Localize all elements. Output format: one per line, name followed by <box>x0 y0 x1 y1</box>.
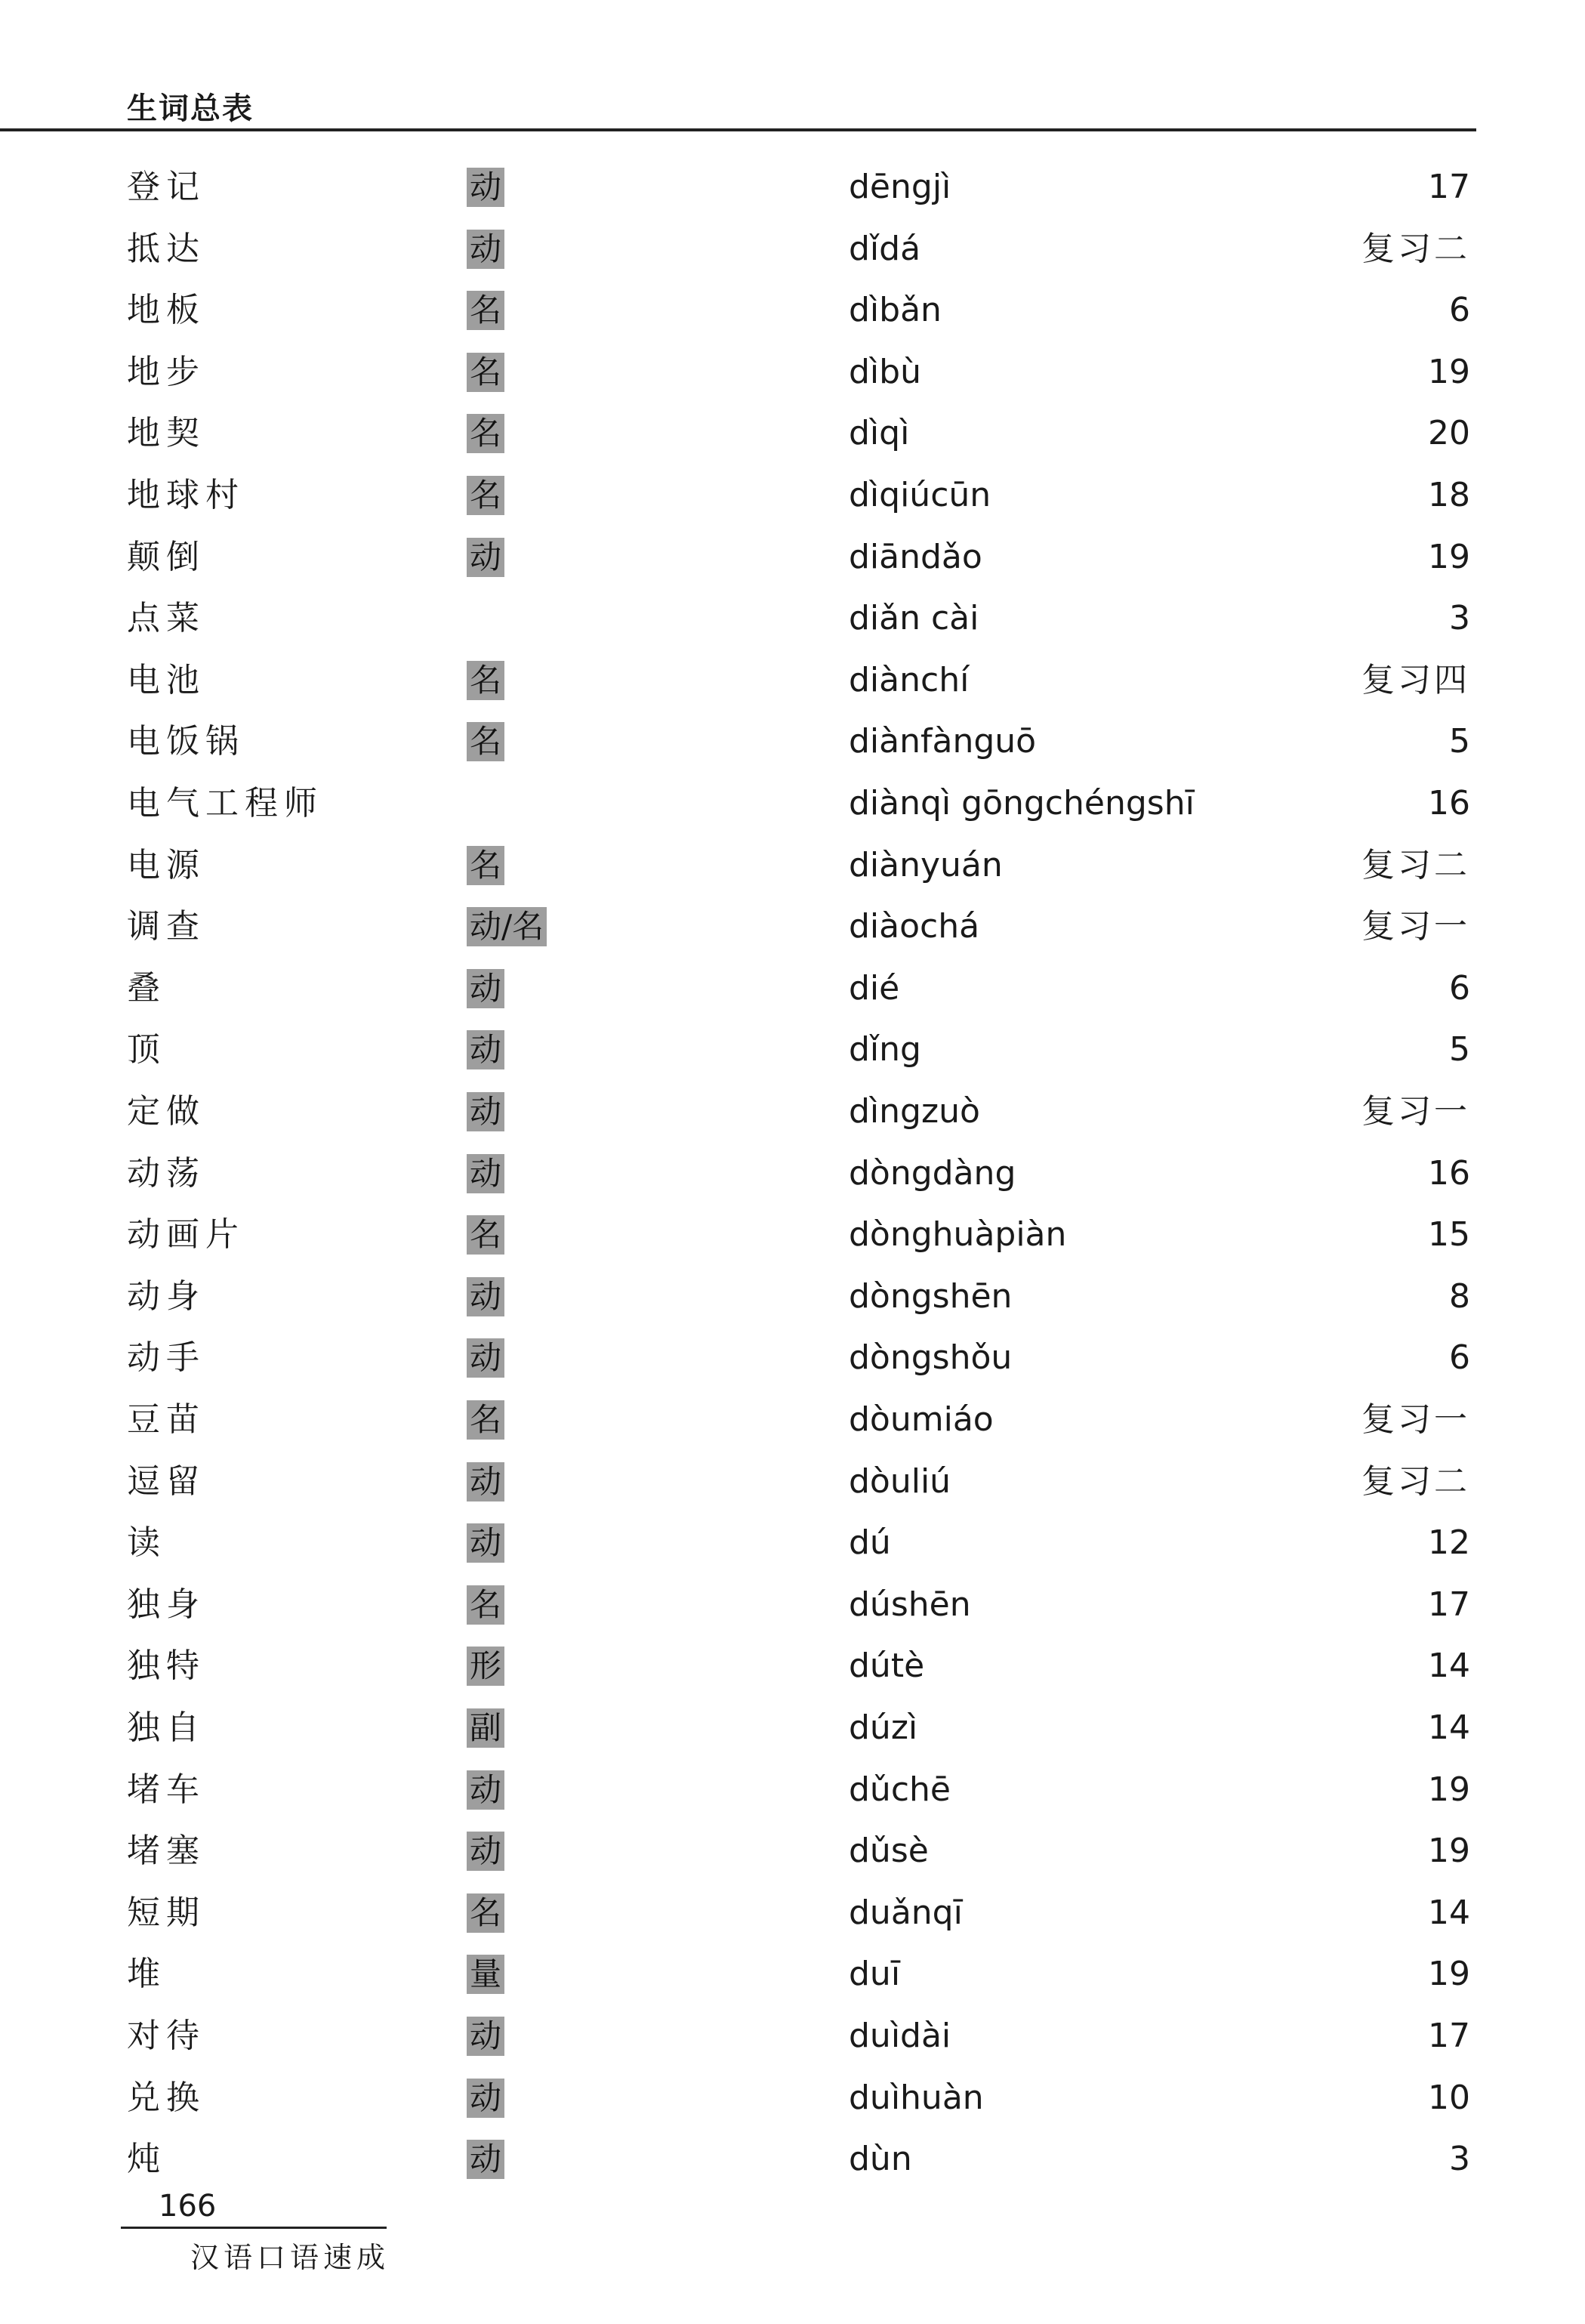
lesson-reference: 16 <box>1428 1153 1470 1193</box>
part-of-speech-badge: 量 <box>467 1955 504 1994</box>
word-pinyin: diǎn cài <box>849 599 979 638</box>
list-item <box>0 222 1585 276</box>
lesson-reference: 复习二 <box>1361 1461 1470 1501</box>
word-pinyin: duìhuàn <box>849 2078 984 2117</box>
lesson-reference: 复习一 <box>1361 907 1470 946</box>
part-of-speech-badge: 动 <box>467 1832 504 1871</box>
list-item <box>0 160 1585 214</box>
list-item <box>0 1085 1585 1139</box>
part-of-speech-badge: 动 <box>467 2140 504 2179</box>
word-pinyin: dǐng <box>849 1030 921 1069</box>
part-of-speech-badge: 动 <box>467 969 504 1008</box>
part-of-speech-badge: 副 <box>467 1708 504 1748</box>
part-of-speech-badge: 动 <box>467 2017 504 2056</box>
word-hanzi: 炖 <box>127 2140 166 2179</box>
word-pinyin: dìqiúcūn <box>849 476 991 514</box>
word-hanzi: 点菜 <box>127 599 205 638</box>
list-item <box>0 1147 1585 1201</box>
list-item <box>0 1824 1585 1878</box>
list-item <box>0 961 1585 1016</box>
word-pinyin: diāndǎo <box>849 537 982 576</box>
word-hanzi: 堵车 <box>127 1770 205 1809</box>
word-hanzi: 地球村 <box>127 476 245 514</box>
list-item <box>0 1578 1585 1632</box>
list-item <box>0 1393 1585 1447</box>
list-item <box>0 345 1585 400</box>
lesson-reference: 5 <box>1449 1030 1470 1069</box>
part-of-speech-badge: 名 <box>467 414 504 453</box>
word-hanzi: 动身 <box>127 1276 205 1316</box>
list-item <box>0 776 1585 831</box>
lesson-reference: 20 <box>1428 414 1470 453</box>
list-item <box>0 653 1585 708</box>
word-pinyin: dǐdá <box>849 229 921 268</box>
word-hanzi: 电源 <box>127 845 205 884</box>
part-of-speech-badge: 动/名 <box>467 907 547 946</box>
word-pinyin: diànqì gōngchéngshī <box>849 784 1195 823</box>
list-item <box>0 283 1585 338</box>
part-of-speech-badge: 名 <box>467 476 504 515</box>
word-hanzi: 抵达 <box>127 229 205 268</box>
lesson-reference: 6 <box>1449 291 1470 330</box>
word-pinyin: diànfànguō <box>849 722 1037 761</box>
word-pinyin: diàochá <box>849 907 980 946</box>
list-item <box>0 714 1585 769</box>
list-item <box>0 1886 1585 1940</box>
list-item <box>0 1763 1585 1817</box>
lesson-reference: 19 <box>1428 1770 1470 1809</box>
word-pinyin: dòngdàng <box>849 1153 1016 1193</box>
lesson-reference: 3 <box>1449 599 1470 638</box>
word-pinyin: duìdài <box>849 2017 951 2055</box>
word-pinyin: dìqì <box>849 414 910 453</box>
word-hanzi: 独特 <box>127 1647 205 1686</box>
word-hanzi: 读 <box>127 1523 166 1563</box>
word-hanzi: 定做 <box>127 1092 205 1131</box>
list-item <box>0 2009 1585 2063</box>
part-of-speech-badge: 动 <box>467 168 504 207</box>
word-pinyin: dòngshǒu <box>849 1338 1013 1378</box>
lesson-reference: 复习二 <box>1361 229 1470 268</box>
list-item <box>0 1331 1585 1385</box>
page-title: 生词总表 <box>127 91 254 126</box>
part-of-speech-badge: 名 <box>467 722 504 761</box>
word-pinyin: duǎnqī <box>849 1893 963 1932</box>
part-of-speech-badge: 动 <box>467 230 504 269</box>
list-item <box>0 1270 1585 1324</box>
part-of-speech-badge: 动 <box>467 1277 504 1316</box>
list-item <box>0 2071 1585 2125</box>
part-of-speech-badge: 动 <box>467 1523 504 1563</box>
lesson-reference: 19 <box>1428 1832 1470 1871</box>
word-pinyin: dǔchē <box>849 1770 951 1809</box>
list-item <box>0 530 1585 585</box>
list-item <box>0 1516 1585 1570</box>
lesson-reference: 17 <box>1428 1585 1470 1624</box>
lesson-reference: 复习一 <box>1361 1092 1470 1131</box>
word-hanzi: 地板 <box>127 291 205 330</box>
word-pinyin: duī <box>849 1955 901 1994</box>
list-item <box>0 1208 1585 1262</box>
lesson-reference: 19 <box>1428 352 1470 391</box>
lesson-reference: 18 <box>1428 476 1470 514</box>
lesson-reference: 19 <box>1428 537 1470 576</box>
part-of-speech-badge: 动 <box>467 1770 504 1810</box>
word-hanzi: 堆 <box>127 1955 166 1994</box>
list-item <box>0 1947 1585 2001</box>
lesson-reference: 复习一 <box>1361 1400 1470 1439</box>
word-hanzi: 动荡 <box>127 1153 205 1193</box>
lesson-reference: 14 <box>1428 1647 1470 1686</box>
word-hanzi: 逗留 <box>127 1461 205 1501</box>
part-of-speech-badge: 动 <box>467 1092 504 1131</box>
lesson-reference: 12 <box>1428 1523 1470 1563</box>
lesson-reference: 14 <box>1428 1708 1470 1747</box>
page-number: 166 <box>159 2189 217 2224</box>
word-pinyin: dié <box>849 968 900 1008</box>
lesson-reference: 复习四 <box>1361 660 1470 699</box>
lesson-reference: 19 <box>1428 1955 1470 1994</box>
word-pinyin: dìbù <box>849 352 921 391</box>
lesson-reference: 3 <box>1449 2140 1470 2179</box>
part-of-speech-badge: 形 <box>467 1647 504 1686</box>
word-hanzi: 叠 <box>127 968 166 1008</box>
part-of-speech-badge: 动 <box>467 1154 504 1193</box>
word-hanzi: 对待 <box>127 2017 205 2055</box>
lesson-reference: 6 <box>1449 968 1470 1008</box>
word-hanzi: 地步 <box>127 352 205 391</box>
word-hanzi: 电饭锅 <box>127 722 245 761</box>
list-item <box>0 2132 1585 2187</box>
part-of-speech-badge: 名 <box>467 1893 504 1933</box>
word-pinyin: dìbǎn <box>849 291 942 330</box>
part-of-speech-badge: 名 <box>467 661 504 700</box>
word-hanzi: 兑换 <box>127 2078 205 2117</box>
word-pinyin: dú <box>849 1523 891 1563</box>
word-hanzi: 豆苗 <box>127 1400 205 1439</box>
lesson-reference: 10 <box>1428 2078 1470 2117</box>
part-of-speech-badge: 名 <box>467 291 504 330</box>
word-pinyin: diànyuán <box>849 845 1003 884</box>
word-hanzi: 登记 <box>127 168 205 206</box>
word-hanzi: 堵塞 <box>127 1832 205 1871</box>
word-pinyin: dúshēn <box>849 1585 971 1624</box>
word-hanzi: 地契 <box>127 414 205 453</box>
word-hanzi: 顶 <box>127 1030 166 1069</box>
word-hanzi: 颠倒 <box>127 537 205 576</box>
part-of-speech-badge: 动 <box>467 2079 504 2118</box>
word-pinyin: dútè <box>849 1647 925 1686</box>
lesson-reference: 5 <box>1449 722 1470 761</box>
word-hanzi: 短期 <box>127 1893 205 1932</box>
word-pinyin: dònghuàpiàn <box>849 1215 1067 1255</box>
header-divider <box>0 128 1476 131</box>
word-pinyin: dòngshēn <box>849 1276 1013 1316</box>
lesson-reference: 16 <box>1428 784 1470 823</box>
word-pinyin: diànchí <box>849 660 970 699</box>
list-item <box>0 1701 1585 1755</box>
word-pinyin: dǔsè <box>849 1832 929 1871</box>
word-hanzi: 独身 <box>127 1585 205 1624</box>
list-item <box>0 1639 1585 1693</box>
word-pinyin: dēngjì <box>849 168 951 206</box>
lesson-reference: 复习二 <box>1361 845 1470 884</box>
footer-divider <box>121 2227 387 2229</box>
list-item <box>0 1455 1585 1509</box>
part-of-speech-badge: 名 <box>467 353 504 392</box>
list-item <box>0 406 1585 461</box>
list-item <box>0 1023 1585 1077</box>
part-of-speech-badge: 名 <box>467 1400 504 1440</box>
word-hanzi: 电池 <box>127 660 205 699</box>
part-of-speech-badge: 动 <box>467 1338 504 1378</box>
word-hanzi: 调查 <box>127 907 205 946</box>
lesson-reference: 6 <box>1449 1338 1470 1378</box>
lesson-reference: 14 <box>1428 1893 1470 1932</box>
part-of-speech-badge: 动 <box>467 1462 504 1501</box>
lesson-reference: 15 <box>1428 1215 1470 1255</box>
list-item <box>0 900 1585 954</box>
part-of-speech-badge: 动 <box>467 538 504 577</box>
book-title: 汉语口语速成 <box>190 2241 390 2274</box>
part-of-speech-badge: 名 <box>467 1585 504 1625</box>
word-pinyin: dìngzuò <box>849 1092 980 1131</box>
word-hanzi: 电气工程师 <box>127 784 323 823</box>
word-hanzi: 独自 <box>127 1708 205 1747</box>
word-pinyin: dòumiáo <box>849 1400 994 1439</box>
word-hanzi: 动画片 <box>127 1215 245 1255</box>
lesson-reference: 17 <box>1428 168 1470 206</box>
word-pinyin: dúzì <box>849 1708 918 1747</box>
list-item <box>0 838 1585 893</box>
part-of-speech-badge: 动 <box>467 1030 504 1069</box>
word-pinyin: dòuliú <box>849 1461 951 1501</box>
part-of-speech-badge: 名 <box>467 846 504 885</box>
word-pinyin: dùn <box>849 2140 912 2179</box>
lesson-reference: 8 <box>1449 1276 1470 1316</box>
part-of-speech-badge: 名 <box>467 1215 504 1255</box>
word-hanzi: 动手 <box>127 1338 205 1378</box>
list-item <box>0 591 1585 646</box>
lesson-reference: 17 <box>1428 2017 1470 2055</box>
list-item <box>0 468 1585 523</box>
